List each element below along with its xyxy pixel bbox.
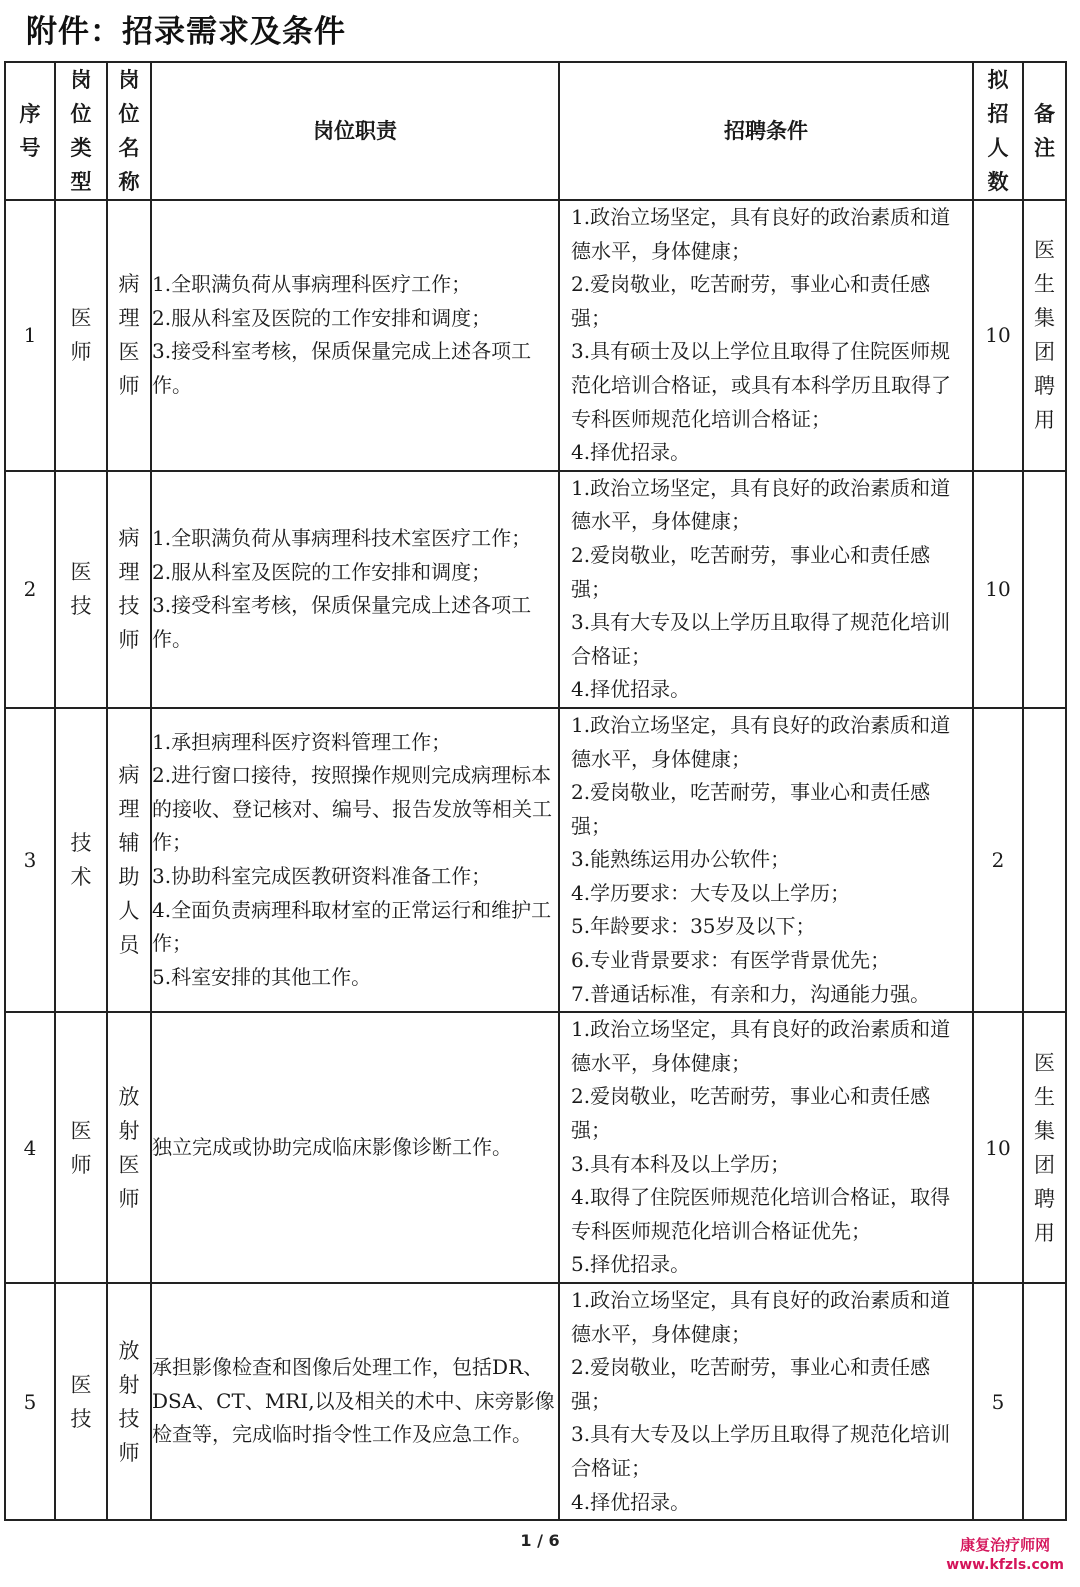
requirement-line: 4.择优招录。 [571,677,691,702]
requirement-line: 5.年龄要求：35岁及以下； [571,914,816,939]
cell-name: 病理辅助人员 [107,708,151,1012]
cell-requirements [559,1283,973,1520]
cell-duties [151,708,559,1012]
cell-count: 10 [973,1012,1023,1283]
header-remark: 备注 [1023,62,1066,200]
cell-duties [151,1012,559,1283]
table-row [5,200,1066,471]
watermark [946,1535,1064,1575]
requirement-line: 4.取得了住院医师规范化培训合格证，取得专科医师规范化培训合格证优先； [571,1185,951,1243]
cell-type: 医师 [55,1012,107,1283]
cell-seq: 4 [5,1012,55,1283]
cell-duties [151,471,559,708]
cell-remark [1023,1283,1066,1520]
requirement-line: 1.政治立场坚定，具有良好的政治素质和道德水平，身体健康； [571,712,951,771]
requirement-line: 5.择优招录。 [571,1252,691,1277]
duty-line: 3.接受科室考核，保质保量完成上述各项工作。 [152,339,532,397]
duty-line: 1.全职满负荷从事病理科技术室医疗工作； [152,526,532,551]
cell-remark: 医生集团聘用 [1023,200,1066,471]
cell-type: 医技 [55,471,107,708]
requirement-line: 1.政治立场坚定，具有良好的政治素质和道德水平，身体健康； [571,475,951,534]
duty-line: 承担影像检查和图像后处理工作，包括DR、DSA、CT、MRI,以及相关的术中、床旁影像检查等，完成临时指令性工作及应急工作。 [152,1355,555,1447]
requirement-line: 1.政治立场坚定，具有良好的政治素质和道德水平，身体健康； [571,205,951,263]
duty-line: 独立完成或协助完成临床影像诊断工作。 [152,1134,512,1159]
requirement-line: 6.专业背景要求：有医学背景优先； [571,948,891,973]
watermark-name: 康复治疗师网 [960,1536,1051,1554]
cell-duties [151,1283,559,1520]
requirement-line: 2.爱岗敬业，吃苦耐劳，事业心和责任感强； [571,1084,931,1143]
cell-count: 10 [973,471,1023,708]
requirement-line: 4.学历要求：大专及以上学历； [571,880,851,905]
requirement-line: 3.能熟练运用办公软件； [571,847,791,872]
duty-line: 5.科室安排的其他工作。 [152,964,372,989]
cell-seq: 2 [5,471,55,708]
requirement-line: 2.爱岗敬业，吃苦耐劳，事业心和责任感强； [571,542,931,601]
duty-line: 3.接受科室考核，保质保量完成上述各项工作。 [152,593,532,651]
requirement-line: 7.普通话标准，有亲和力，沟通能力强。 [571,981,931,1006]
requirement-line: 4.择优招录。 [571,1489,691,1514]
cell-name: 放射医师 [107,1012,151,1283]
cell-seq: 1 [5,200,55,471]
cell-count: 5 [973,1283,1023,1520]
duty-line: 3.协助科室完成医教研资料准备工作； [152,864,492,889]
requirement-line: 2.爱岗敬业，吃苦耐劳，事业心和责任感强； [571,1355,931,1413]
header-name: 岗位名称 [107,62,151,200]
cell-count: 10 [973,200,1023,471]
cell-requirements [559,1012,973,1283]
requirement-line: 3.具有大专及以上学历且取得了规范化培训合格证； [571,610,951,668]
cell-seq: 5 [5,1283,55,1520]
page-number: 1 / 6 [520,1531,560,1550]
table-row [5,708,1066,1012]
cell-seq: 3 [5,708,55,1012]
recruitment-table [4,61,1067,1521]
cell-type: 医技 [55,1283,107,1520]
duty-line: 1.承担病理科医疗资料管理工作； [152,729,452,754]
table-row [5,471,1066,708]
requirement-line: 3.具有本科及以上学历； [571,1151,791,1176]
header-duties: 岗位职责 [151,62,559,200]
document-title: 附件：招录需求及条件 [26,14,346,50]
duty-line: 2.进行窗口接待，按照操作规则完成病理标本的接收、登记核对、编号、报告发放等相关工作； [152,763,552,855]
cell-name: 放射技师 [107,1283,151,1520]
duty-line: 2.服从科室及医院的工作安排和调度； [152,305,492,330]
header-requirements: 招聘条件 [559,62,973,200]
duty-line: 4.全面负责病理科取材室的正常运行和维护工作； [152,897,552,956]
requirement-line: 1.政治立场坚定，具有良好的政治素质和道德水平，身体健康； [571,1017,951,1075]
header-type: 岗位类型 [55,62,107,200]
requirement-line: 3.具有大专及以上学历且取得了规范化培训合格证； [571,1422,951,1480]
cell-name: 病理技师 [107,471,151,708]
watermark-url: www.kfzls.com [946,1557,1064,1573]
header-seq: 序号 [5,62,55,200]
cell-remark [1023,708,1066,1012]
table-row [5,1283,1066,1520]
cell-requirements [559,471,973,708]
cell-duties [151,200,559,471]
cell-remark [1023,471,1066,708]
duty-line: 1.全职满负荷从事病理科医疗工作； [152,272,472,297]
requirement-line: 1.政治立场坚定，具有良好的政治素质和道德水平，身体健康； [571,1288,951,1346]
cell-type: 技术 [55,708,107,1012]
duty-line: 2.服从科室及医院的工作安排和调度； [152,559,492,584]
cell-type: 医师 [55,200,107,471]
header-row [5,62,1066,200]
cell-requirements [559,200,973,471]
requirement-line: 4.择优招录。 [571,440,691,465]
requirement-line: 2.爱岗敬业，吃苦耐劳，事业心和责任感强； [571,272,931,330]
requirement-line: 3.具有硕士及以上学位且取得了住院医师规范化培训合格证，或具有本科学历且取得了专科医师规范化培训合格证； [571,339,951,431]
cell-requirements [559,708,973,1012]
cell-count: 2 [973,708,1023,1012]
cell-name: 病理医师 [107,200,151,471]
table-row [5,1012,1066,1283]
header-count: 拟招人数 [973,62,1023,200]
cell-remark: 医生集团聘用 [1023,1012,1066,1283]
requirement-line: 2.爱岗敬业，吃苦耐劳，事业心和责任感强； [571,780,931,838]
